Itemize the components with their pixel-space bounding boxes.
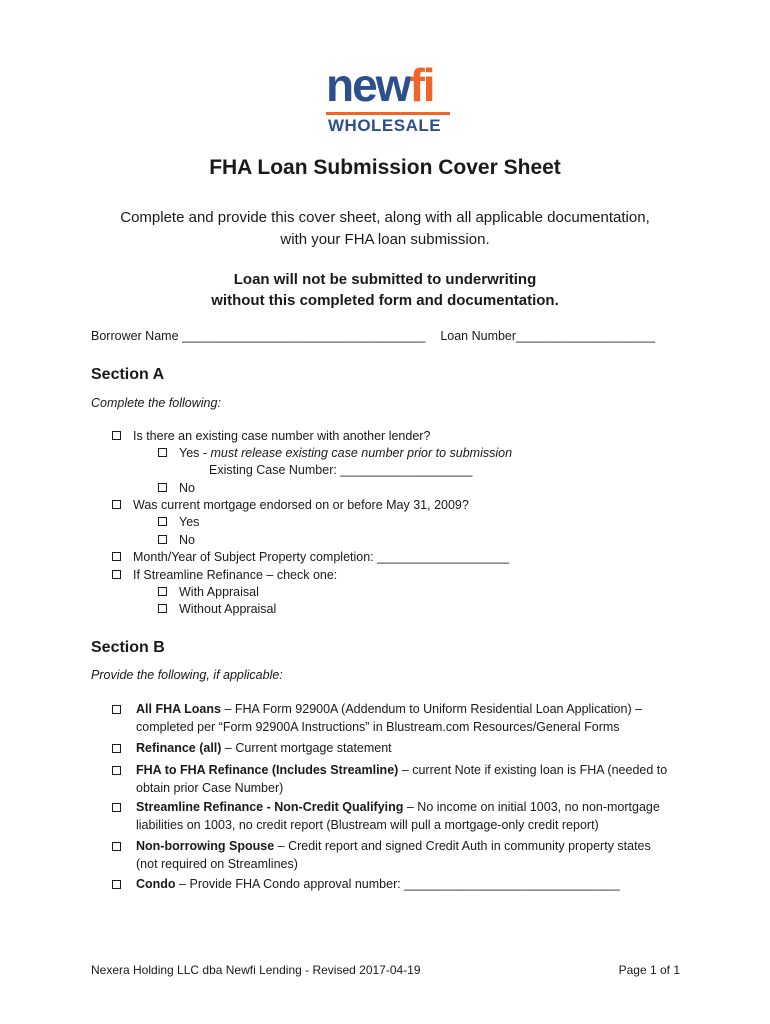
checkbox-non-borrowing-spouse[interactable] <box>112 842 121 851</box>
logo-underline <box>326 112 450 115</box>
warning-line-2: without this completed form and documentation. <box>211 292 559 309</box>
option-label: Yes <box>179 515 200 529</box>
item-description: – current Note if existing loan is FHA (needed to obtain prior Case Number) <box>136 763 668 795</box>
list-item <box>112 799 672 834</box>
loan-number-label: Loan Number <box>440 329 517 343</box>
existing-case-number-field[interactable]: Existing Case Number: ___________________ <box>209 463 473 477</box>
checkbox-existing-case-yes[interactable] <box>158 448 167 457</box>
checkbox-refinance-all[interactable] <box>112 744 121 753</box>
item-description: – No income on initial 1003, no non-mortgage liabilities on 1003, no credit report (Blustream will pull a mortgage-only credit report) <box>136 800 660 832</box>
borrower-loan-fields <box>91 328 691 344</box>
list-item <box>112 838 672 873</box>
logo-word-main: new <box>326 59 410 111</box>
intro-text <box>60 207 710 251</box>
section-b-instructions: Provide the following, if applicable: <box>91 668 283 682</box>
item-title: Condo <box>136 877 176 891</box>
list-item <box>112 876 672 894</box>
checkbox-streamline[interactable] <box>112 570 121 579</box>
option-existing-case-no <box>158 480 195 497</box>
checkbox-endorsed-no[interactable] <box>158 535 167 544</box>
checkbox-existing-case[interactable] <box>112 431 121 440</box>
option-endorsed-yes <box>158 514 199 531</box>
logo-subtitle: WHOLESALE <box>328 116 442 135</box>
item-title: FHA to FHA Refinance (Includes Streamline) <box>136 763 399 777</box>
option-label: Without Appraisal <box>179 602 277 616</box>
loan-number-field[interactable]: ____________________ <box>516 329 656 343</box>
option-label: No <box>179 481 195 495</box>
option-endorsed-no <box>158 532 195 549</box>
item-description: – FHA Form 92900A (Addendum to Uniform Residential Loan Application) – completed per “Form 92900A Instructions” in Blustream.com Resources/General Forms <box>136 702 643 734</box>
question-completion-date <box>112 549 509 566</box>
section-b-heading: Section B <box>91 639 165 656</box>
intro-line-2: with your FHA loan submission. <box>280 231 490 248</box>
section-a-instructions: Complete the following: <box>91 396 221 410</box>
option-without-appraisal <box>158 601 276 618</box>
option-label: Yes - <box>179 446 211 460</box>
item-title: Streamline Refinance - Non-Credit Qualifying <box>136 800 404 814</box>
logo-word-accent: fi <box>409 59 434 111</box>
item-title: All FHA Loans <box>136 702 221 716</box>
checkbox-streamline-non-credit[interactable] <box>112 803 121 812</box>
question-text: If Streamline Refinance – check one: <box>133 568 338 582</box>
question-text: Month/Year of Subject Property completion: ___________________ <box>133 550 510 564</box>
checkbox-condo[interactable] <box>112 880 121 889</box>
footer-page-number: Page 1 of 1 <box>618 963 680 977</box>
footer-revision: Nexera Holding LLC dba Newfi Lending - Revised 2017-04-19 <box>91 963 421 977</box>
intro-line-1: Complete and provide this cover sheet, along with all applicable documentation, <box>120 209 650 226</box>
list-item <box>112 762 672 797</box>
question-endorsed-before-2009 <box>112 497 469 514</box>
newfi-wholesale-logo <box>318 59 458 135</box>
checkbox-endorsed-yes[interactable] <box>158 517 167 526</box>
item-description: – Current mortgage statement <box>221 741 392 755</box>
borrower-name-label: Borrower Name <box>91 329 179 343</box>
submission-warning <box>60 269 710 311</box>
question-streamline <box>112 567 337 584</box>
checkbox-with-appraisal[interactable] <box>158 587 167 596</box>
logo-wordmark <box>326 59 434 111</box>
item-title: Non-borrowing Spouse <box>136 839 275 853</box>
question-text: Was current mortgage endorsed on or before May 31, 2009? <box>133 498 469 512</box>
option-note: must release existing case number prior to submission <box>210 446 513 460</box>
checkbox-without-appraisal[interactable] <box>158 604 167 613</box>
checkbox-endorsed[interactable] <box>112 500 121 509</box>
checkbox-all-fha-loans[interactable] <box>112 705 121 714</box>
option-existing-case-yes <box>158 445 512 462</box>
list-item <box>112 701 672 736</box>
option-label: No <box>179 533 195 547</box>
checkbox-existing-case-no[interactable] <box>158 483 167 492</box>
item-description: – Provide FHA Condo approval number: _______________________________ <box>175 877 620 891</box>
item-description: – Credit report and signed Credit Auth in community property states (not required on Streamlines) <box>136 839 651 871</box>
borrower-name-field[interactable]: ___________________________________ <box>182 329 426 343</box>
checkbox-fha-to-fha[interactable] <box>112 766 121 775</box>
checkbox-completion-date[interactable] <box>112 552 121 561</box>
section-a-heading: Section A <box>91 366 165 383</box>
option-label: With Appraisal <box>179 585 259 599</box>
option-with-appraisal <box>158 584 259 601</box>
item-title: Refinance (all) <box>136 741 222 755</box>
warning-line-1: Loan will not be submitted to underwriting <box>233 271 537 288</box>
question-existing-case <box>112 428 430 445</box>
page-title: FHA Loan Submission Cover Sheet <box>209 156 561 179</box>
list-item <box>112 740 672 758</box>
question-text: Is there an existing case number with another lender? <box>133 429 431 443</box>
